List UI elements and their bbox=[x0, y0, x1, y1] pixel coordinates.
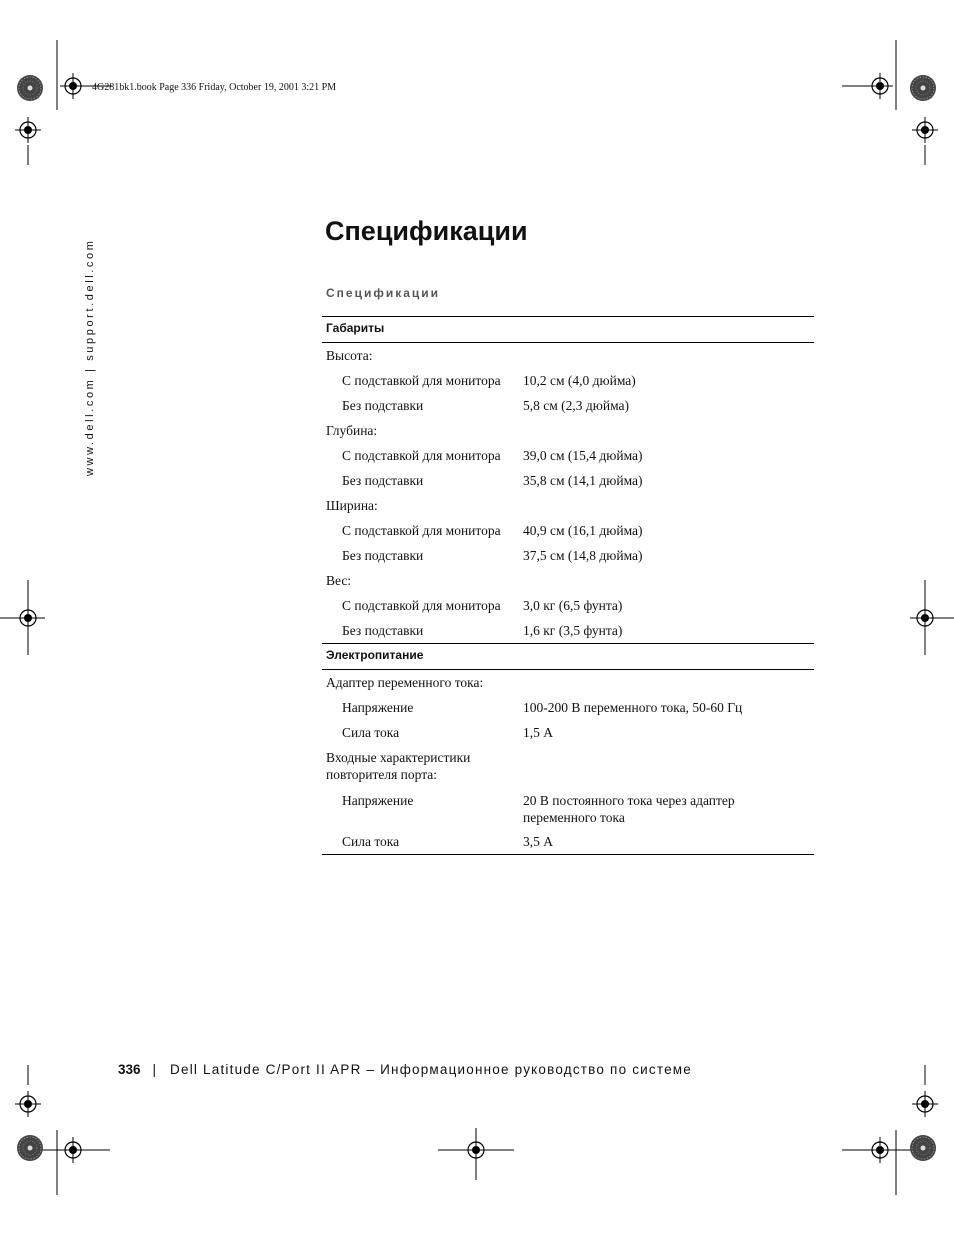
crosshair-circle-icon bbox=[15, 605, 41, 631]
crosshair-circle-icon bbox=[912, 117, 938, 143]
starburst-registration-icon bbox=[910, 1135, 936, 1161]
row-label: Входные характеристики повторителя порта: bbox=[326, 750, 471, 782]
starburst-registration-icon bbox=[910, 75, 936, 101]
row-label: Без подставки bbox=[342, 398, 424, 413]
row-label: Напряжение bbox=[342, 700, 414, 715]
crosshair-circle-icon bbox=[60, 73, 86, 99]
crosshair-circle-icon bbox=[867, 73, 893, 99]
page-number: 336 bbox=[118, 1062, 141, 1077]
row-label: Ширина: bbox=[326, 498, 378, 513]
row-label: Сила тока bbox=[342, 834, 400, 849]
row-value: 10,2 см (4,0 дюйма) bbox=[523, 373, 636, 388]
row-label: Сила тока bbox=[342, 725, 400, 740]
print-header: 4G281bk1.book Page 336 Friday, October 19, 2001 3:21 PM bbox=[92, 82, 337, 93]
crosshair-circle-icon bbox=[463, 1137, 489, 1163]
crosshair-circle-icon bbox=[912, 605, 938, 631]
row-value: 40,9 см (16,1 дюйма) bbox=[523, 523, 643, 538]
row-value: 3,5 А bbox=[523, 834, 553, 849]
row-value: 3,0 кг (6,5 фунта) bbox=[523, 598, 623, 613]
crop-lines bbox=[0, 40, 954, 1195]
row-label: Без подставки bbox=[342, 623, 424, 638]
row-value: 39,0 см (15,4 дюйма) bbox=[523, 448, 643, 463]
row-label: Напряжение bbox=[342, 793, 414, 808]
row-label: С подставкой для монитора bbox=[342, 448, 501, 463]
row-label: Вес: bbox=[326, 573, 352, 588]
row-label: Высота: bbox=[326, 348, 373, 363]
crosshair-circle-icon bbox=[867, 1137, 893, 1163]
crosshair-circle-icon bbox=[15, 1091, 41, 1117]
footer-title: Dell Latitude C/Port II APR – Информационное руководство по системе bbox=[170, 1062, 692, 1077]
crosshair-circle-icon bbox=[15, 117, 41, 143]
section-label: Спецификации bbox=[326, 286, 441, 300]
row-label: Без подставки bbox=[342, 473, 424, 488]
starburst-registration-icon bbox=[17, 75, 43, 101]
row-label: Без подставки bbox=[342, 548, 424, 563]
group-heading-label: Габариты bbox=[326, 321, 385, 335]
crosshair-circle-icon bbox=[912, 1091, 938, 1117]
row-value: 35,8 см (14,1 дюйма) bbox=[523, 473, 643, 488]
row-value: 37,5 см (14,8 дюйма) bbox=[523, 548, 643, 563]
crosshair-circle-icon bbox=[60, 1137, 86, 1163]
row-label: С подставкой для монитора bbox=[342, 598, 501, 613]
row-label: Адаптер переменного тока: bbox=[326, 675, 484, 690]
side-url: www.dell.com | support.dell.com bbox=[84, 238, 96, 476]
row-value: 1,5 А bbox=[523, 725, 553, 740]
group-heading-label: Электропитание bbox=[326, 648, 424, 662]
page-title: Спецификации bbox=[325, 216, 528, 246]
row-label: Глубина: bbox=[326, 423, 378, 438]
row-value: 5,8 см (2,3 дюйма) bbox=[523, 398, 630, 413]
starburst-registration-icon bbox=[17, 1135, 43, 1161]
footer-separator: | bbox=[152, 1062, 157, 1077]
row-label: С подставкой для монитора bbox=[342, 373, 501, 388]
row-label: С подставкой для монитора bbox=[342, 523, 501, 538]
row-value: 20 В постоянного тока через адаптер переменного тока bbox=[523, 793, 735, 825]
row-value: 100-200 В переменного тока, 50-60 Гц bbox=[523, 700, 743, 715]
row-value: 1,6 кг (3,5 фунта) bbox=[523, 623, 623, 638]
